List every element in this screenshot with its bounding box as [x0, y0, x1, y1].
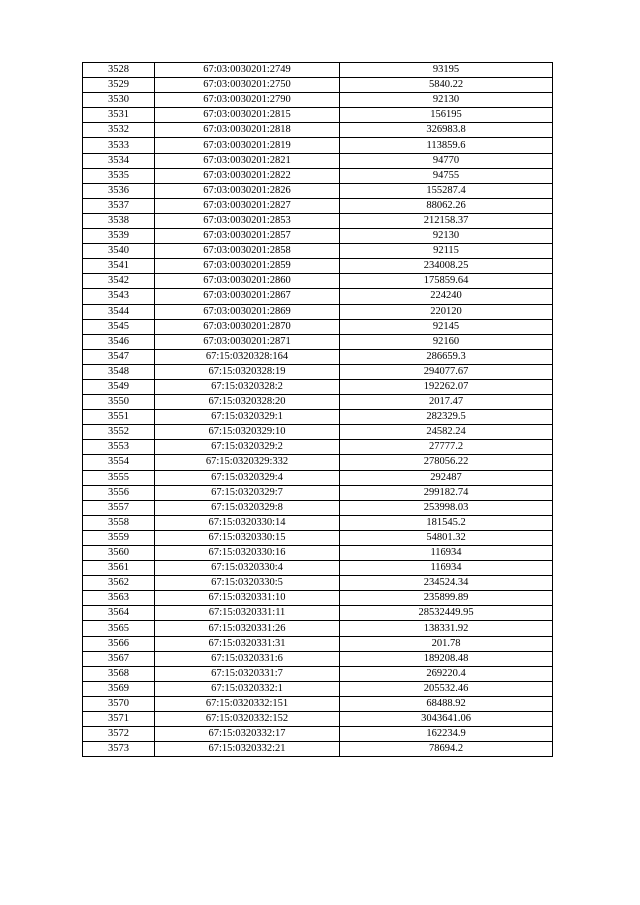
table-row: [83, 63, 553, 78]
cadastral-number-cell: 67:15:0320330:15: [155, 530, 340, 545]
cadastral-number-cell: 67:15:0320329:2: [155, 440, 340, 455]
row-number-cell: 3537: [83, 198, 155, 213]
cadastral-number-cell: 67:15:0320330:14: [155, 515, 340, 530]
row-number-cell: 3552: [83, 425, 155, 440]
row-number-cell: 3532: [83, 123, 155, 138]
value-cell: 220120: [340, 304, 553, 319]
cadastral-number-cell: 67:15:0320328:19: [155, 364, 340, 379]
table-row: [83, 229, 553, 244]
row-number-cell: 3569: [83, 681, 155, 696]
cadastral-number-cell: 67:15:0320328:164: [155, 349, 340, 364]
row-number-cell: 3557: [83, 500, 155, 515]
value-cell: 5840.22: [340, 78, 553, 93]
row-number-cell: 3528: [83, 63, 155, 78]
row-number-cell: 3554: [83, 455, 155, 470]
row-number-cell: 3567: [83, 651, 155, 666]
value-cell: 175859.64: [340, 274, 553, 289]
cadastral-number-cell: 67:15:0320332:21: [155, 742, 340, 757]
table-row: [83, 259, 553, 274]
row-number-cell: 3551: [83, 410, 155, 425]
cadastral-number-cell: 67:15:0320329:8: [155, 500, 340, 515]
row-number-cell: 3545: [83, 319, 155, 334]
table-row: [83, 500, 553, 515]
table-row: [83, 651, 553, 666]
table-row: [83, 681, 553, 696]
table-row: [83, 606, 553, 621]
row-number-cell: 3555: [83, 470, 155, 485]
cadastral-number-cell: 67:15:0320330:4: [155, 561, 340, 576]
table-row: [83, 289, 553, 304]
value-cell: 189208.48: [340, 651, 553, 666]
cadastral-number-cell: 67:03:0030201:2860: [155, 274, 340, 289]
value-cell: 155287.4: [340, 183, 553, 198]
row-number-cell: 3556: [83, 485, 155, 500]
value-cell: 205532.46: [340, 681, 553, 696]
cadastral-number-cell: 67:03:0030201:2815: [155, 108, 340, 123]
cadastral-number-cell: 67:03:0030201:2750: [155, 78, 340, 93]
cadastral-number-cell: 67:15:0320331:10: [155, 591, 340, 606]
value-cell: 68488.92: [340, 696, 553, 711]
row-number-cell: 3559: [83, 530, 155, 545]
value-cell: 94770: [340, 153, 553, 168]
table-row: [83, 183, 553, 198]
row-number-cell: 3542: [83, 274, 155, 289]
table-row: [83, 621, 553, 636]
row-number-cell: 3529: [83, 78, 155, 93]
value-cell: 3043641.06: [340, 712, 553, 727]
row-number-cell: 3562: [83, 576, 155, 591]
row-number-cell: 3547: [83, 349, 155, 364]
value-cell: 116934: [340, 561, 553, 576]
row-number-cell: 3565: [83, 621, 155, 636]
value-cell: 92130: [340, 229, 553, 244]
table-row: [83, 244, 553, 259]
table-row: [83, 455, 553, 470]
cadastral-number-cell: 67:15:0320331:6: [155, 651, 340, 666]
table-row: [83, 153, 553, 168]
cadastral-number-cell: 67:03:0030201:2859: [155, 259, 340, 274]
value-cell: 234524.34: [340, 576, 553, 591]
table-row: [83, 379, 553, 394]
value-cell: 156195: [340, 108, 553, 123]
table-row: [83, 334, 553, 349]
table-row: [83, 440, 553, 455]
table-row: [83, 108, 553, 123]
table-row: [83, 712, 553, 727]
value-cell: 181545.2: [340, 515, 553, 530]
row-number-cell: 3558: [83, 515, 155, 530]
value-cell: 212158.37: [340, 213, 553, 228]
table-row: [83, 515, 553, 530]
cadastral-number-cell: 67:15:0320329:1: [155, 410, 340, 425]
value-cell: 113859.6: [340, 138, 553, 153]
value-cell: 224240: [340, 289, 553, 304]
cadastral-number-cell: 67:03:0030201:2818: [155, 123, 340, 138]
table-row: [83, 395, 553, 410]
cadastral-number-cell: 67:03:0030201:2870: [155, 319, 340, 334]
cadastral-number-cell: 67:03:0030201:2822: [155, 168, 340, 183]
cadastral-number-cell: 67:15:0320329:7: [155, 485, 340, 500]
cadastral-number-cell: 67:03:0030201:2819: [155, 138, 340, 153]
cadastral-number-cell: 67:03:0030201:2853: [155, 213, 340, 228]
table-row: [83, 425, 553, 440]
value-cell: 299182.74: [340, 485, 553, 500]
value-cell: 88062.26: [340, 198, 553, 213]
row-number-cell: 3548: [83, 364, 155, 379]
cadastral-number-cell: 67:03:0030201:2867: [155, 289, 340, 304]
table-row: [83, 530, 553, 545]
table-row: [83, 198, 553, 213]
value-cell: 192262.07: [340, 379, 553, 394]
row-number-cell: 3543: [83, 289, 155, 304]
table-row: [83, 546, 553, 561]
value-cell: 269220.4: [340, 666, 553, 681]
row-number-cell: 3546: [83, 334, 155, 349]
row-number-cell: 3530: [83, 93, 155, 108]
row-number-cell: 3534: [83, 153, 155, 168]
row-number-cell: 3571: [83, 712, 155, 727]
table-row: [83, 636, 553, 651]
value-cell: 162234.9: [340, 727, 553, 742]
row-number-cell: 3573: [83, 742, 155, 757]
table-row: [83, 123, 553, 138]
row-number-cell: 3561: [83, 561, 155, 576]
table-row: [83, 304, 553, 319]
value-cell: 326983.8: [340, 123, 553, 138]
cadastral-number-cell: 67:15:0320328:20: [155, 395, 340, 410]
cadastral-number-cell: 67:15:0320331:7: [155, 666, 340, 681]
row-number-cell: 3572: [83, 727, 155, 742]
value-cell: 27777.2: [340, 440, 553, 455]
cadastral-number-cell: 67:15:0320329:332: [155, 455, 340, 470]
row-number-cell: 3560: [83, 546, 155, 561]
row-number-cell: 3544: [83, 304, 155, 319]
table-row: [83, 349, 553, 364]
value-cell: 78694.2: [340, 742, 553, 757]
cadastral-number-cell: 67:15:0320332:17: [155, 727, 340, 742]
document-page: [82, 62, 553, 757]
value-cell: 278056.22: [340, 455, 553, 470]
value-cell: 292487: [340, 470, 553, 485]
cadastral-number-cell: 67:15:0320332:151: [155, 696, 340, 711]
value-cell: 92115: [340, 244, 553, 259]
value-cell: 92130: [340, 93, 553, 108]
cadastral-number-cell: 67:15:0320330:16: [155, 546, 340, 561]
value-cell: 201.78: [340, 636, 553, 651]
row-number-cell: 3536: [83, 183, 155, 198]
table-row: [83, 576, 553, 591]
table-row: [83, 696, 553, 711]
value-cell: 234008.25: [340, 259, 553, 274]
cadastral-number-cell: 67:15:0320331:11: [155, 606, 340, 621]
value-cell: 93195: [340, 63, 553, 78]
value-cell: 116934: [340, 546, 553, 561]
cadastral-number-cell: 67:15:0320329:4: [155, 470, 340, 485]
table-row: [83, 93, 553, 108]
table-row: [83, 410, 553, 425]
row-number-cell: 3533: [83, 138, 155, 153]
cadastral-number-cell: 67:03:0030201:2821: [155, 153, 340, 168]
table-row: [83, 742, 553, 757]
cadastral-number-cell: 67:15:0320332:152: [155, 712, 340, 727]
value-cell: 2017.47: [340, 395, 553, 410]
cadastral-number-cell: 67:15:0320331:31: [155, 636, 340, 651]
value-cell: 92145: [340, 319, 553, 334]
table-row: [83, 213, 553, 228]
value-cell: 253998.03: [340, 500, 553, 515]
row-number-cell: 3553: [83, 440, 155, 455]
row-number-cell: 3549: [83, 379, 155, 394]
cadastral-number-cell: 67:03:0030201:2857: [155, 229, 340, 244]
row-number-cell: 3566: [83, 636, 155, 651]
table-row: [83, 319, 553, 334]
table-row: [83, 561, 553, 576]
value-cell: 138331.92: [340, 621, 553, 636]
table-row: [83, 470, 553, 485]
cadastral-number-cell: 67:15:0320332:1: [155, 681, 340, 696]
table-row: [83, 78, 553, 93]
cadastral-number-cell: 67:15:0320330:5: [155, 576, 340, 591]
value-cell: 286659.3: [340, 349, 553, 364]
cadastral-number-cell: 67:15:0320331:26: [155, 621, 340, 636]
value-cell: 54801.32: [340, 530, 553, 545]
table-row: [83, 727, 553, 742]
cadastral-number-cell: 67:03:0030201:2790: [155, 93, 340, 108]
row-number-cell: 3540: [83, 244, 155, 259]
value-cell: 235899.89: [340, 591, 553, 606]
value-cell: 92160: [340, 334, 553, 349]
table-row: [83, 591, 553, 606]
table-row: [83, 168, 553, 183]
cadastral-number-cell: 67:15:0320329:10: [155, 425, 340, 440]
row-number-cell: 3535: [83, 168, 155, 183]
cadastral-number-cell: 67:03:0030201:2749: [155, 63, 340, 78]
value-cell: 24582.24: [340, 425, 553, 440]
table-row: [83, 666, 553, 681]
row-number-cell: 3568: [83, 666, 155, 681]
table-row: [83, 274, 553, 289]
cadastral-value-table: [82, 62, 553, 757]
table-row: [83, 138, 553, 153]
table-row: [83, 364, 553, 379]
row-number-cell: 3550: [83, 395, 155, 410]
row-number-cell: 3570: [83, 696, 155, 711]
cadastral-number-cell: 67:03:0030201:2858: [155, 244, 340, 259]
row-number-cell: 3539: [83, 229, 155, 244]
cadastral-number-cell: 67:03:0030201:2827: [155, 198, 340, 213]
value-cell: 28532449.95: [340, 606, 553, 621]
table-row: [83, 485, 553, 500]
value-cell: 282329.5: [340, 410, 553, 425]
cadastral-number-cell: 67:03:0030201:2869: [155, 304, 340, 319]
row-number-cell: 3541: [83, 259, 155, 274]
row-number-cell: 3564: [83, 606, 155, 621]
row-number-cell: 3531: [83, 108, 155, 123]
row-number-cell: 3538: [83, 213, 155, 228]
value-cell: 94755: [340, 168, 553, 183]
cadastral-number-cell: 67:03:0030201:2871: [155, 334, 340, 349]
table-body: [83, 63, 553, 757]
cadastral-number-cell: 67:03:0030201:2826: [155, 183, 340, 198]
cadastral-number-cell: 67:15:0320328:2: [155, 379, 340, 394]
row-number-cell: 3563: [83, 591, 155, 606]
value-cell: 294077.67: [340, 364, 553, 379]
